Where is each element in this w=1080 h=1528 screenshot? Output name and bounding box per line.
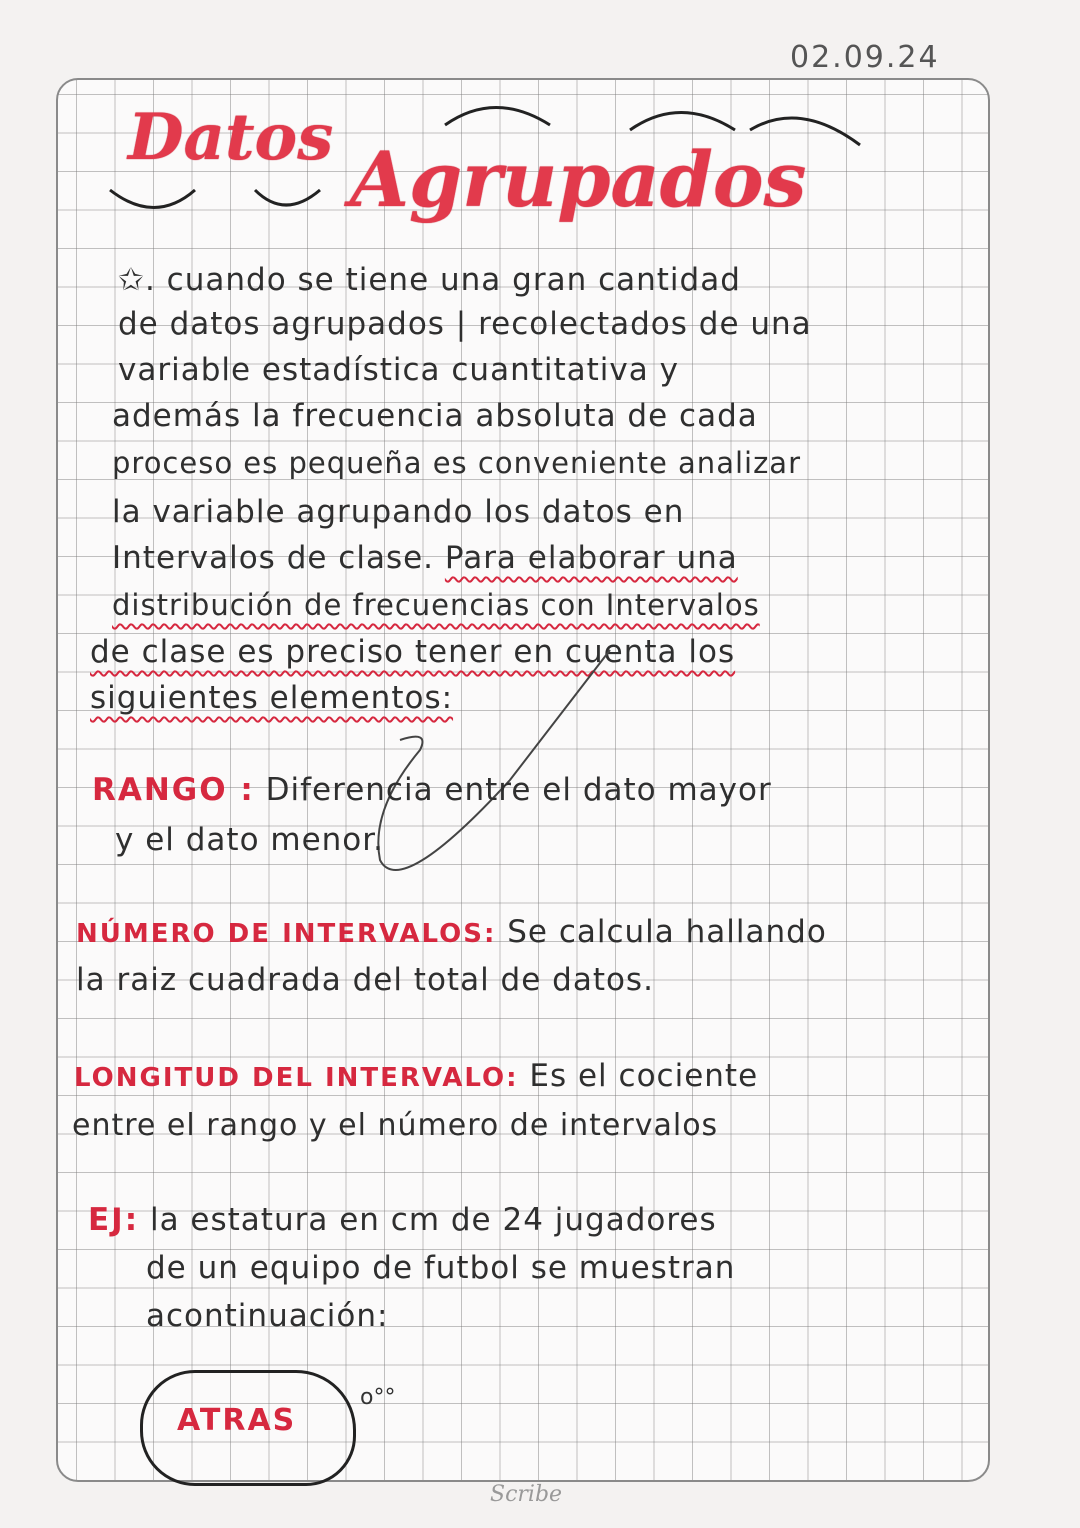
ejemplo-text: acontinuación: [146, 1298, 389, 1334]
longitud-line [74, 1058, 758, 1094]
intro-line: proceso es pequeña es conveniente analizar [112, 446, 801, 480]
intervalos-text: Se calcula hallando [507, 914, 827, 950]
longitud-label: LONGITUD DEL INTERVALO: [74, 1063, 519, 1093]
thought-bubbles-icon: o°° [360, 1385, 396, 1410]
longitud-text: entre el rango y el número de intervalos [72, 1108, 719, 1143]
ejemplo-text: la estatura en cm de 24 jugadores [149, 1202, 717, 1238]
longitud-text: Es el cociente [529, 1058, 759, 1094]
intro-line: además la frecuencia absoluta de cada [112, 398, 758, 434]
highlighted-line: distribución de frecuencias con Intervalos [112, 588, 760, 622]
date: 02.09.24 [790, 40, 940, 75]
rango-text: Diferencia entre el dato mayor [265, 772, 772, 808]
rango-text: y el dato menor. [115, 822, 385, 858]
intro-line: de datos agrupados | recolectados de una [118, 306, 812, 342]
highlighted-line: siguientes elementos: [90, 680, 454, 716]
highlighted-text: Para elaborar una [444, 540, 738, 576]
intro-line: la variable agrupando los datos en [112, 494, 685, 530]
atras-label: ATRAS [177, 1403, 297, 1438]
highlighted-line: de clase es preciso tener en cuenta los [90, 634, 736, 670]
brand-watermark: Scribe [490, 1482, 563, 1507]
ejemplo-label: EJ: [88, 1202, 140, 1238]
intro-line: ✩. cuando se tiene una gran cantidad [118, 262, 741, 298]
intro-line [112, 540, 738, 576]
rango-label: RANGO : [92, 772, 255, 808]
intervalos-line [76, 914, 827, 950]
intro-text: Intervalos de clase. [112, 540, 435, 576]
intro-line: variable estadística cuantitativa y [118, 352, 679, 388]
title-word-datos: Datos [128, 100, 334, 175]
ejemplo-text: de un equipo de futbol se muestran [146, 1250, 736, 1286]
ejemplo-line [88, 1202, 717, 1238]
thought-cloud-icon [140, 1370, 356, 1486]
title-word-agrupados: Agrupados [350, 135, 807, 224]
intervalos-text: la raiz cuadrada del total de datos. [76, 962, 654, 998]
intervalos-label: NÚMERO DE INTERVALOS: [76, 919, 497, 949]
rango-line [92, 772, 772, 808]
